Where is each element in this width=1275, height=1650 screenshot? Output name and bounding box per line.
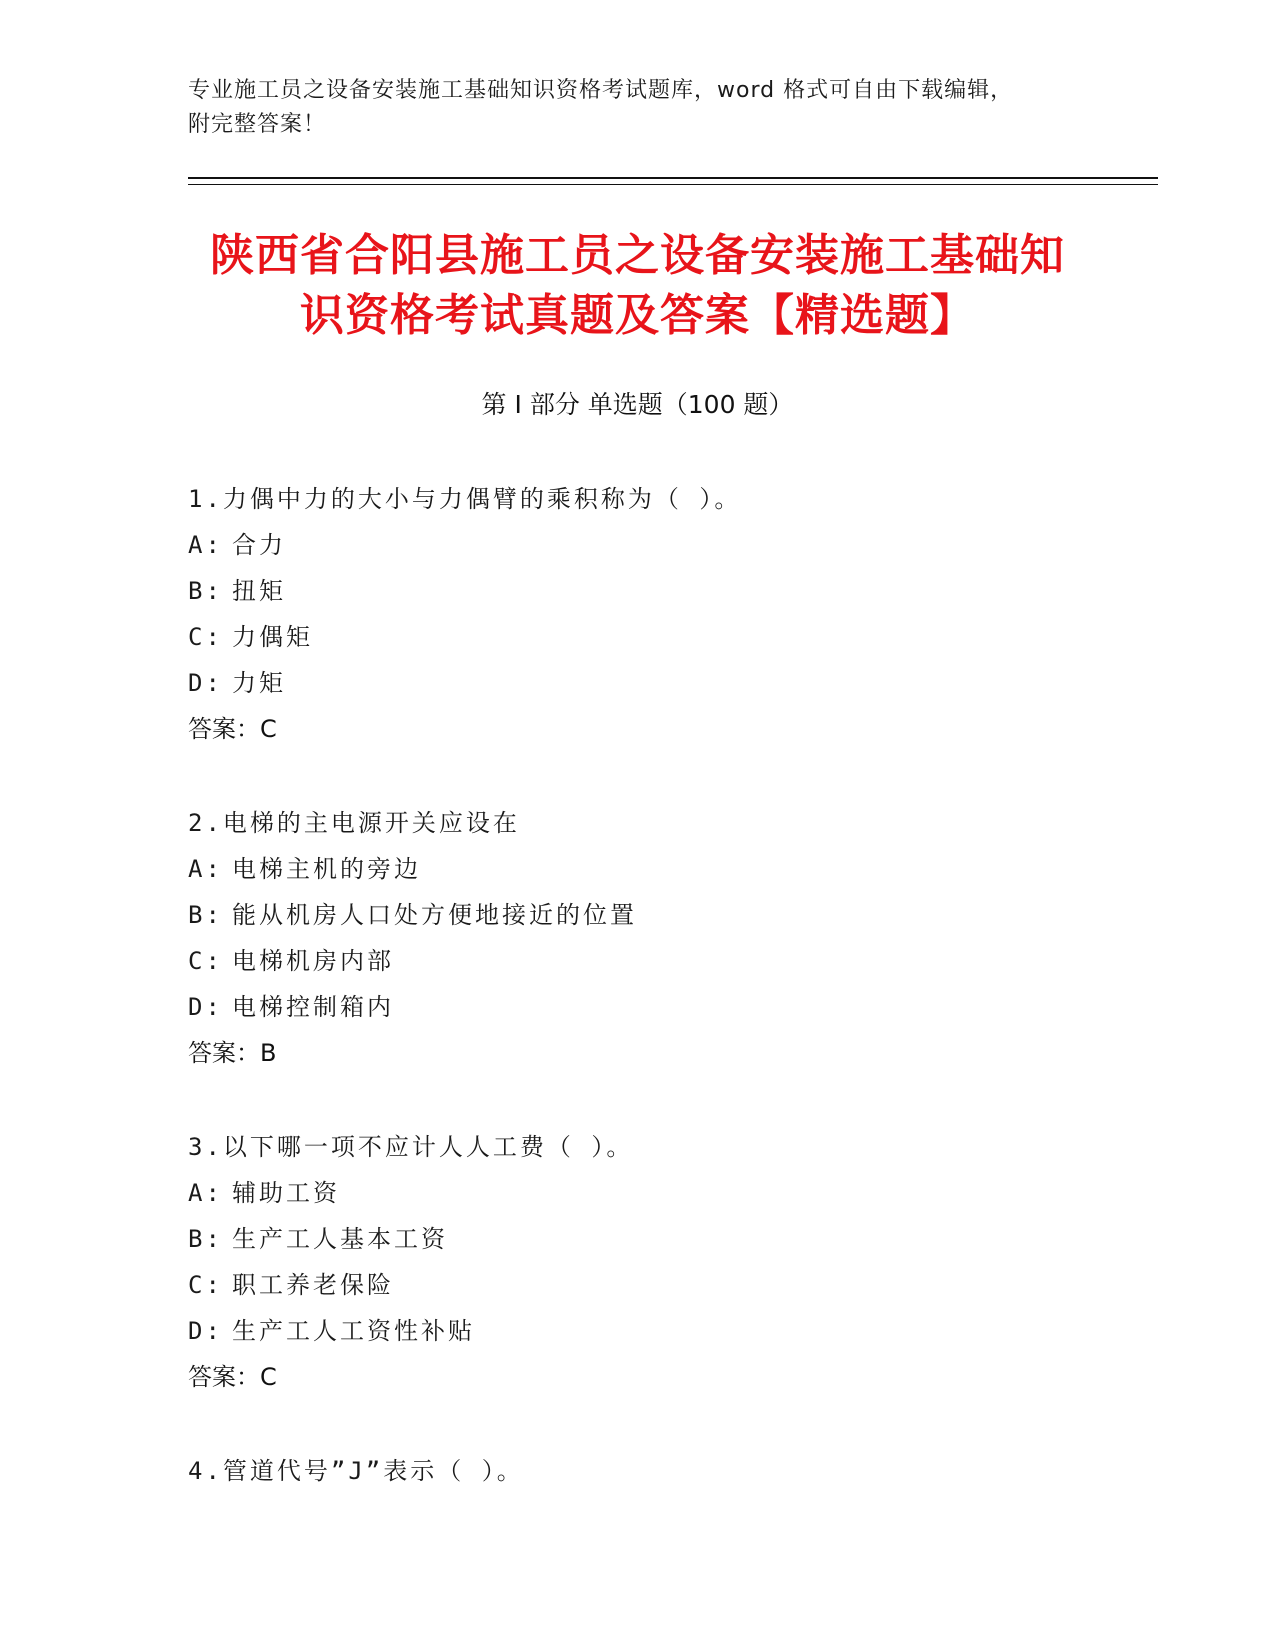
option-key: A: xyxy=(188,1179,223,1207)
option-text: 合力 xyxy=(232,531,286,559)
option-a xyxy=(188,522,1148,568)
option-key: B: xyxy=(188,1225,223,1253)
option-text: 电梯主机的旁边 xyxy=(232,855,421,883)
option-d xyxy=(188,660,1148,706)
option-key: A: xyxy=(188,531,223,559)
option-text: 扭矩 xyxy=(232,577,286,605)
option-text: 生产工人工资性补贴 xyxy=(232,1317,475,1345)
option-key: D: xyxy=(188,993,223,1021)
option-c xyxy=(188,938,1148,984)
option-text: 生产工人基本工资 xyxy=(232,1225,448,1253)
document-title xyxy=(150,226,1125,346)
option-b xyxy=(188,892,1148,938)
document-title-line-1: 陕西省合阳县施工员之设备安装施工基础知 xyxy=(210,230,1065,281)
option-key: D: xyxy=(188,669,223,697)
option-d xyxy=(188,1308,1148,1354)
answer: 答案：B xyxy=(188,1039,277,1067)
header-note xyxy=(188,74,1088,142)
option-b xyxy=(188,568,1148,614)
header-note-line-2: 附完整答案！ xyxy=(188,112,327,137)
option-text: 辅助工资 xyxy=(232,1179,340,1207)
document-title-line-2: 识资格考试真题及答案【精选题】 xyxy=(300,290,975,341)
option-d xyxy=(188,984,1148,1030)
option-text: 能从机房人口处方便地接近的位置 xyxy=(232,901,637,929)
header-rule-thin xyxy=(188,184,1158,185)
question-4 xyxy=(188,1448,1148,1494)
section-title: 第 I 部分 单选题（100 题） xyxy=(481,390,794,419)
answer: 答案：C xyxy=(188,1363,277,1391)
option-text: 力偶矩 xyxy=(232,623,313,651)
question-stem: 1.力偶中力的大小与力偶臂的乘积称为（ ）。 xyxy=(188,485,742,513)
header-rule-thick xyxy=(188,177,1158,179)
option-key: C: xyxy=(188,947,223,975)
header-note-line-1: 专业施工员之设备安装施工基础知识资格考试题库，word 格式可自由下载编辑， xyxy=(188,78,1014,103)
option-a xyxy=(188,846,1148,892)
option-key: A: xyxy=(188,855,223,883)
option-c xyxy=(188,1262,1148,1308)
option-a xyxy=(188,1170,1148,1216)
question-stem: 4.管道代号”J”表示（ ）。 xyxy=(188,1457,524,1485)
answer: 答案：C xyxy=(188,715,277,743)
question-3 xyxy=(188,1124,1148,1400)
option-text: 电梯机房内部 xyxy=(232,947,394,975)
option-key: C: xyxy=(188,623,223,651)
option-c xyxy=(188,614,1148,660)
option-text: 力矩 xyxy=(232,669,286,697)
option-key: B: xyxy=(188,577,223,605)
option-key: D: xyxy=(188,1317,223,1345)
option-text: 职工养老保险 xyxy=(232,1271,394,1299)
question-2 xyxy=(188,800,1148,1076)
option-key: C: xyxy=(188,1271,223,1299)
question-1 xyxy=(188,476,1148,752)
option-b xyxy=(188,1216,1148,1262)
question-stem: 2.电梯的主电源开关应设在 xyxy=(188,809,520,837)
option-text: 电梯控制箱内 xyxy=(232,993,394,1021)
option-key: B: xyxy=(188,901,223,929)
question-list xyxy=(188,476,1148,1542)
question-stem: 3.以下哪一项不应计人人工费（ ）。 xyxy=(188,1133,634,1161)
